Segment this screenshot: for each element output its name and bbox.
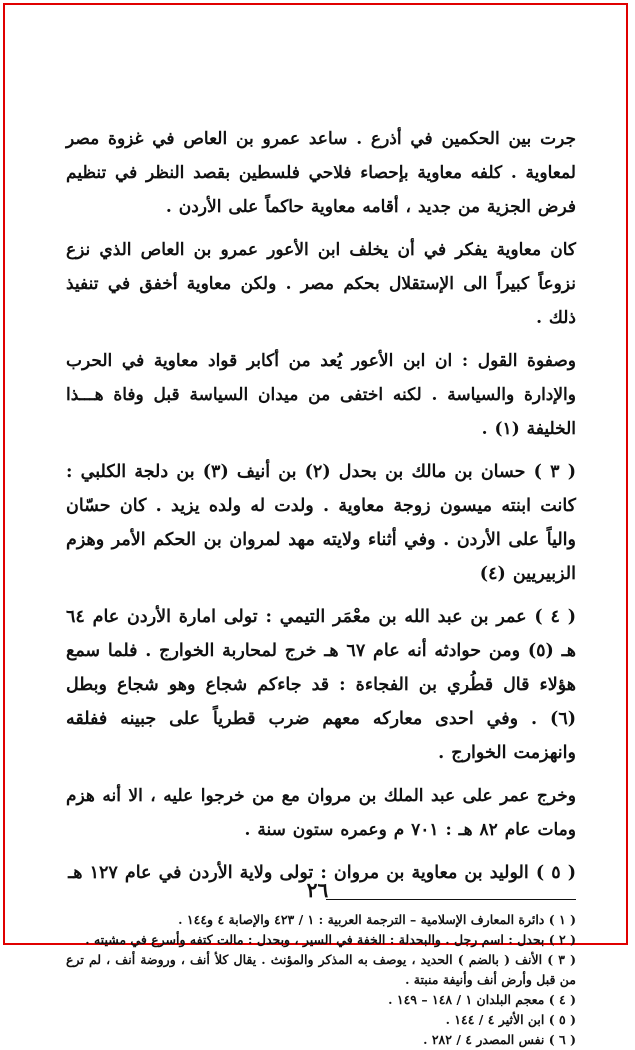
page-number: ٢٦ xyxy=(306,878,329,902)
footnote-4: ( ٤ ) معجم البلدان ١ / ١٤٨ – ١٤٩ . xyxy=(388,992,576,1007)
paragraph-1: جرت بين الحكمين في أذرع . ساعد عمرو بن العاص في غزوة مصر لمعاوية . كلفه معاوية بإحصاء فلاحي فلسطين بقصد النظر في تنظيم فرض الجزية من جديد ، أقامه معاوية حاكماً على الأردن . xyxy=(66,129,576,217)
footnote-5: ( ٥ ) ابن الأثير ٤ / ١٤٤ . xyxy=(445,1012,576,1027)
footnote-2: ( ٢ ) بحدل : اسم رجل . والبحدلة : الخفة في السير ، وبحدل : مالت كتفه وأسرع في مشيته . xyxy=(85,932,576,947)
paragraph-umar-revolt: وخرج عمر على عبد الملك بن مروان مع من خرجوا عليه ، الا أنه هزم ومات عام ٨٢ هـ : ٧٠١ م وعمره ستون سنة . xyxy=(66,786,576,840)
entry-umar: ( ٤ ) عمر بن عبد الله بن معْمَر التيمي : تولى امارة الأردن عام ٦٤ هـ (٥) ومن حوادثه أنه عام ٦٧ هـ خرج لمحاربة الخوارج . فلما سمع هؤلاء قال قطُري بن الفجاءة : قد جاءكم شجاع وهو شجاع وبطل (٦) . وفي احدى معاركه معهم ضرب قطرياً على جبينه ففلقه وانهزمت الخوارج . xyxy=(66,607,577,763)
paragraph-2: كان معاوية يفكر في أن يخلف ابن الأعور عمرو بن العاص الذي نزع نزوعاً كبيراً الى الإستقلال بحكم مصر . ولكن معاوية أخفق في تنفيذ ذلك . xyxy=(66,240,576,328)
paragraph-3: وصفوة القول : ان ابن الأعور يُعد من أكابر قواد معاوية في الحرب والإدارة والسياسة . لكنه اختفى من ميدان السياسة قبل وفاة هـــذا الخليفة (١) . xyxy=(66,351,576,439)
entry-walid: ( ٥ ) الوليد بن معاوية بن مروان : تولى ولاية الأردن في عام ١٢٧ هـ xyxy=(68,863,576,883)
document-page xyxy=(66,122,576,1050)
footnote-3: ( ٣ ) الأنف ( بالضم ) الحديد ، يوصف به المذكر والمؤنث . يقال كلأ أنف ، وروضة أنف ، لم ترع من قبل وأرض أنف وأنيفة منبتة . xyxy=(66,952,576,987)
footnote-6: ( ٦ ) نفس المصدر ٤ / ٢٨٢ . xyxy=(423,1032,576,1047)
entry-hassan: ( ٣ ) حسان بن مالك بن بحدل (٢) بن أنيف (٣) بن دلجة الكلبي : كانت ابنته ميسون زوجة معاوية . ولدت له ولده يزيد . كان حسّان والياً على الأردن . وفي أثناء ولايته مهد لمروان بن الحكم الأمر وهزم الزبيريين (٤) xyxy=(66,462,576,584)
footnote-1: ( ١ ) دائرة المعارف الإسلامية – الترجمة العربية : ١ / ٤٢٣ والإصابة ٤ و١٤٤ . xyxy=(178,912,576,927)
